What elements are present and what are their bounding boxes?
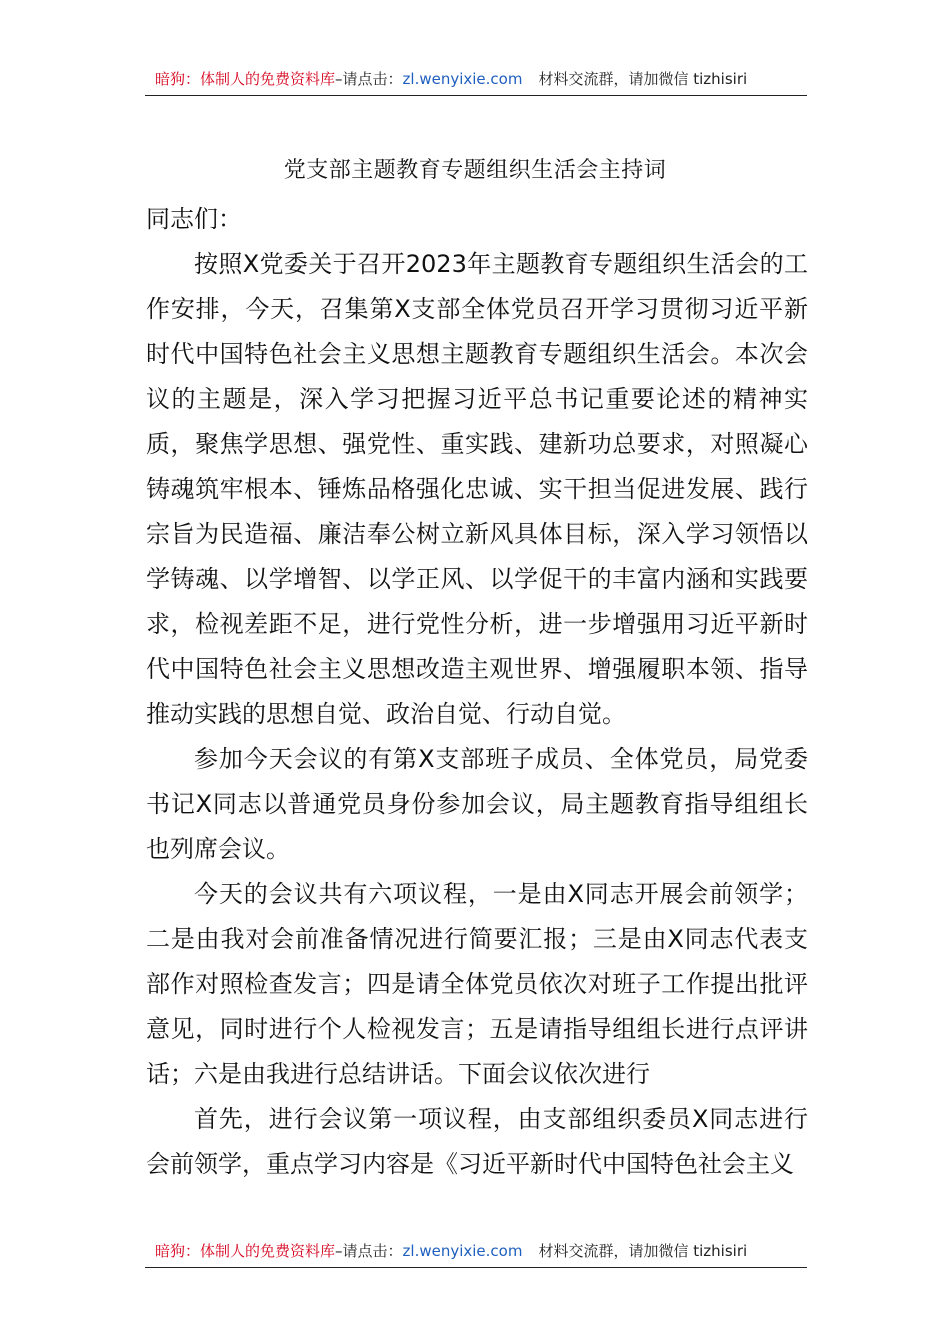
greeting: 同志们： bbox=[146, 205, 242, 233]
footer-wechat-note: 材料交流群，请加微信 tizhisiri bbox=[538, 1242, 748, 1260]
footer-site-name: 暗狗：体制人的免费资料库 bbox=[155, 1242, 336, 1260]
document-body bbox=[146, 197, 808, 1187]
banner-link[interactable]: zl.wenyixie.com bbox=[402, 70, 523, 88]
paragraph-1: 按照X党委关于召开2023年主题教育专题组织生活会的工作安排，今天，召集第X支部全体党员召开学习贯彻习近平新时代中国特色社会主义思想主题教育专题组织生活会。本次会议的主题是，深入学习把握习近平总书记重要论述的精神实质，聚焦学思想、强党性、重实践、建新功总要求，对照凝心铸魂筑牢根本、锤炼品格强化忠诚、实干担当促进发展、践行宗旨为民造福、廉洁奉公树立新风具体目标，深入学习领悟以学铸魂、以学增智、以学正风、以学促干的丰富内涵和实践要求，检视差距不足，进行党性分析，进一步增强用习近平新时代中国特色社会主义思想改造主观世界、增强履职本领、指导推动实践的思想自觉、政治自觉、行动自觉。 bbox=[146, 250, 808, 728]
footer-link[interactable]: zl.wenyixie.com bbox=[402, 1242, 523, 1260]
header-banner bbox=[145, 68, 807, 96]
banner-site-name: 暗狗：体制人的免费资料库 bbox=[155, 70, 336, 88]
footer-banner bbox=[145, 1240, 807, 1268]
paragraph-3: 今天的会议共有六项议程，一是由X同志开展会前领学；二是由我对会前准备情况进行简要汇报；三是由X同志代表支部作对照检查发言；四是请全体党员依次对班子工作提出批评意见，同时进行个人检视发言；五是请指导组组长进行点评讲话；六是由我进行总结讲话。下面会议依次进行 bbox=[146, 880, 808, 1088]
paragraph-2: 参加今天会议的有第X支部班子成员、全体党员，局党委书记X同志以普通党员身份参加会议，局主题教育指导组组长也列席会议。 bbox=[146, 745, 808, 863]
paragraph-4: 首先，进行会议第一项议程，由支部组织委员X同志进行会前领学，重点学习内容是《习近平新时代中国特色社会主义 bbox=[146, 1105, 808, 1178]
banner-prompt: –请点击： bbox=[335, 70, 403, 88]
banner-wechat-note: 材料交流群，请加微信 tizhisiri bbox=[538, 70, 748, 88]
footer-prompt: –请点击： bbox=[335, 1242, 403, 1260]
document-title: 党支部主题教育专题组织生活会主持词 bbox=[283, 158, 667, 183]
